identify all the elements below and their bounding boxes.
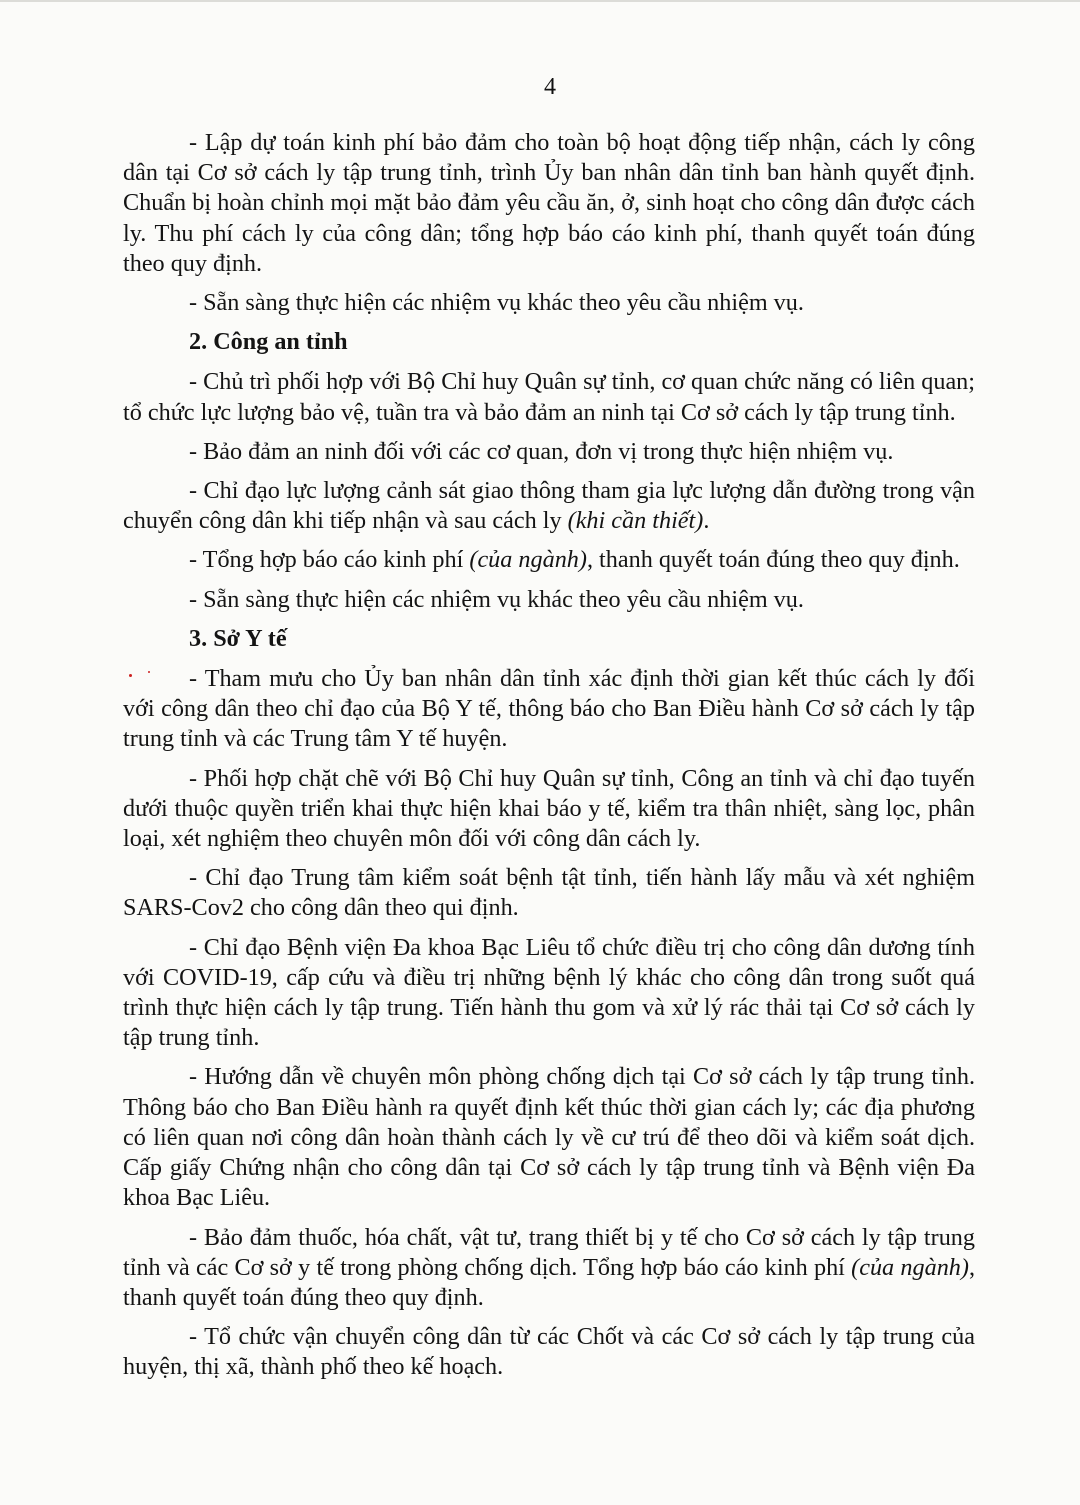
paragraph: - Chỉ đạo Bệnh viện Đa khoa Bạc Liêu tổ chức điều trị cho công dân dương tính với COVID-19, cấp cứu và điều trị những bệnh lý khác cho công dân trong suốt quá trình thực hiện cách ly tập trung. Tiến hành thu gom và xử lý rác thải tại Cơ sở cách ly tập trung tỉnh. xyxy=(123,933,975,1052)
paragraph xyxy=(123,545,975,575)
paragraph-text: , thanh quyết toán đúng theo quy định. xyxy=(123,1253,975,1311)
paragraph-text: - Bảo đảm thuốc, hóa chất, vật tư, trang thiết bị y tế cho Cơ sở cách ly tập trung tỉnh và các Cơ sở y tế trong phòng chống dịch. Tổng hợp báo cáo kinh phí xyxy=(123,1223,975,1281)
paragraph: - Chủ trì phối hợp với Bộ Chỉ huy Quân sự tỉnh, cơ quan chức năng có liên quan; tổ chức lực lượng bảo vệ, tuần tra và bảo đảm an ninh tại Cơ sở cách ly tập trung tỉnh. xyxy=(123,368,975,426)
paragraph-text: - Tổng hợp báo cáo kinh phí xyxy=(189,546,470,574)
paragraph: - Bảo đảm an ninh đối với các cơ quan, đơn vị trong thực hiện nhiệm vụ. xyxy=(189,437,894,465)
paragraph-text: , thanh quyết toán đúng theo quy định. xyxy=(586,546,960,574)
paragraph-italic: (của ngành) xyxy=(469,546,587,574)
paragraph: - Chỉ đạo Trung tâm kiểm soát bệnh tật tỉnh, tiến hành lấy mẫu và xét nghiệm SARS-Cov2 cho công dân theo qui định. xyxy=(123,864,975,922)
paragraph: - Hướng dẫn về chuyên môn phòng chống dịch tại Cơ sở cách ly tập trung tỉnh. Thông báo cho Ban Điều hành ra quyết định kết thúc thời gian cách ly; các địa phương có liên quan nơi công dân hoàn thành cách ly về cư trú để theo dõi và kiểm soát dịch. Cấp giấy Chứng nhận cho công dân tại Cơ sở cách ly tập trung tỉnh và Bệnh viện Đa khoa Bạc Liêu. xyxy=(123,1063,975,1212)
document-body xyxy=(123,128,975,1392)
page-number: 4 xyxy=(544,74,556,100)
paragraph xyxy=(123,476,975,536)
paragraph-italic: (của ngành) xyxy=(851,1253,969,1281)
section-heading-2: 2. Công an tỉnh xyxy=(189,328,348,356)
paragraph xyxy=(123,1223,975,1314)
margin-mark xyxy=(6,678,28,692)
paragraph: - Tổ chức vận chuyển công dân từ các Chốt và các Cơ sở cách ly tập trung của huyện, thị xã, thành phố theo kế hoạch. xyxy=(123,1323,975,1381)
paragraph-italic: (khi cần thiết) xyxy=(567,507,704,535)
paragraph-text: . xyxy=(703,507,710,535)
paragraph: - Sẵn sàng thực hiện các nhiệm vụ khác theo yêu cầu nhiệm vụ. xyxy=(189,585,804,613)
paragraph: - Lập dự toán kinh phí bảo đảm cho toàn bộ hoạt động tiếp nhận, cách ly công dân tại Cơ sở cách ly tập trung tỉnh, trình Ủy ban nhân dân tỉnh ban hành quyết định. Chuẩn bị hoàn chỉnh mọi mặt bảo đảm yêu cầu ăn, ở, sinh hoạt cho công dân được cách ly. Thu phí cách ly của công dân; tổng hợp báo cáo kinh phí, thanh quyết toán đúng theo quy định. xyxy=(123,129,975,277)
paragraph: - Tham mưu cho Ủy ban nhân dân tỉnh xác định thời gian kết thúc cách ly đối với công dân theo chỉ đạo của Bộ Y tế, thông báo cho Ban Điều hành Cơ sở cách ly tập trung tỉnh và các Trung tâm Y tế huyện. xyxy=(123,665,975,753)
section-heading-3: 3. Sở Y tế xyxy=(189,624,287,652)
paragraph: - Phối hợp chặt chẽ với Bộ Chỉ huy Quân sự tỉnh, Công an tỉnh và chỉ đạo tuyến dưới thuộc quyền triển khai thực hiện khai báo y tế, kiểm tra thân nhiệt, sàng lọc, phân loại, xét nghiệm theo chuyên môn đối với công dân cách ly. xyxy=(123,764,975,853)
paragraph-text: - Chỉ đạo lực lượng cảnh sát giao thông tham gia lực lượng dẫn đường trong vận chuyển công dân khi tiếp nhận và sau cách ly xyxy=(123,477,975,535)
paragraph: - Sẵn sàng thực hiện các nhiệm vụ khác theo yêu cầu nhiệm vụ. xyxy=(189,289,804,317)
